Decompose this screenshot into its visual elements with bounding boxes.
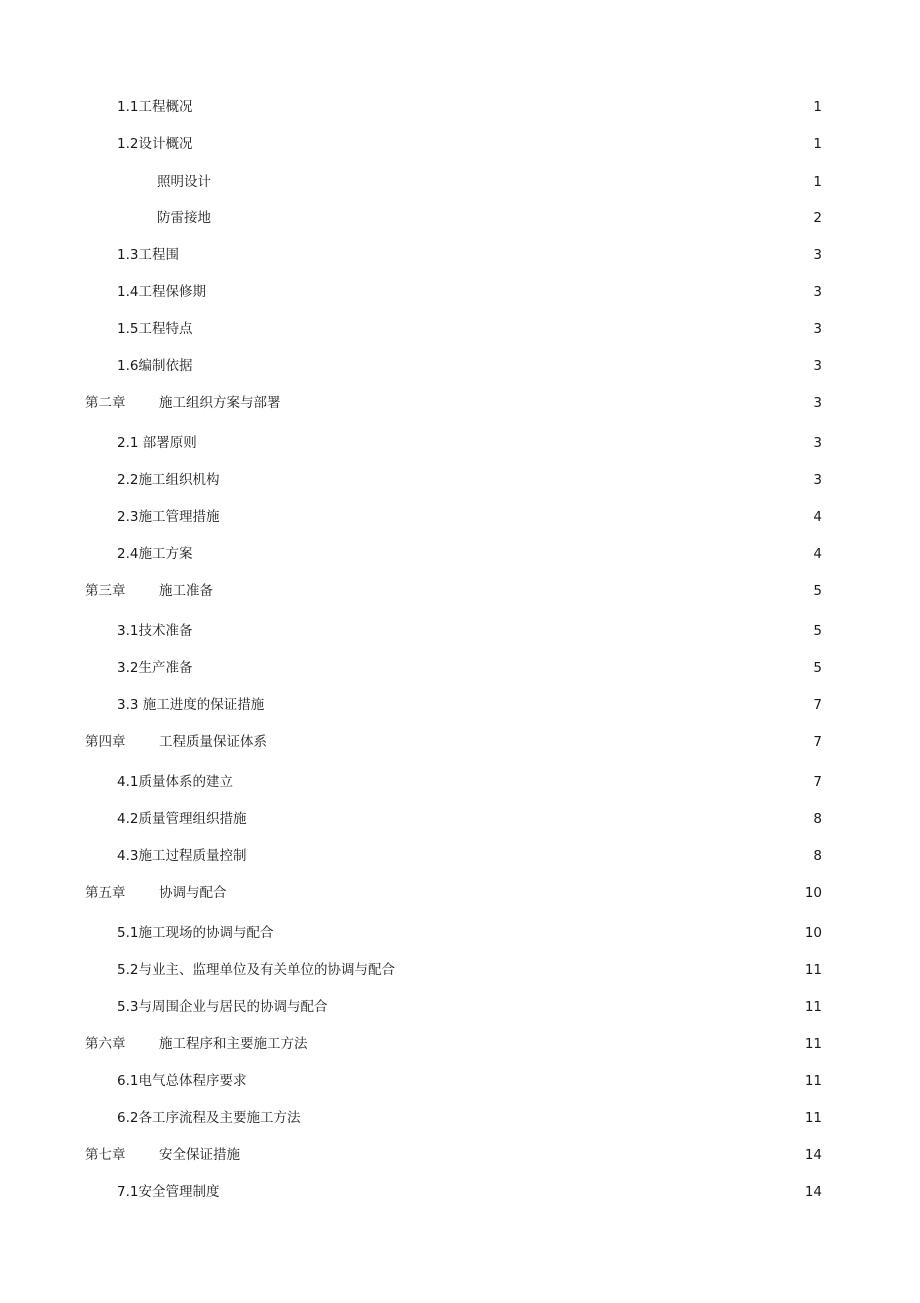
toc-chapter-entry[interactable] (85, 883, 822, 903)
chapter-number: 第五章 (85, 885, 126, 901)
toc-entry-title: 2.3施工管理措施 (117, 509, 220, 525)
dot-leader (196, 319, 810, 339)
toc-entry-page: 3 (813, 247, 822, 263)
toc-entry-page: 3 (813, 321, 822, 337)
toc-entry-title: 施工组织方案与部署 (159, 395, 281, 411)
toc-entry-page: 11 (804, 999, 822, 1015)
toc-entry-page: 1 (813, 174, 822, 190)
dot-leader (217, 581, 810, 601)
dot-leader (231, 883, 802, 903)
dot-leader (196, 97, 810, 117)
toc-entry[interactable] (117, 1182, 822, 1202)
toc-entry-title: 2.2施工组织机构 (117, 472, 220, 488)
toc-entry[interactable] (117, 356, 822, 376)
dot-leader (196, 544, 810, 564)
toc-entry-title: 7.1安全管理制度 (117, 1184, 220, 1200)
dot-leader (196, 658, 810, 678)
toc-entry-title: 1.3工程围 (117, 247, 179, 263)
dot-leader (268, 695, 810, 715)
dot-leader (215, 208, 810, 228)
dot-leader (285, 393, 811, 413)
toc-entry-page: 14 (804, 1184, 822, 1200)
chapter-number: 第四章 (85, 734, 126, 750)
toc-entry[interactable] (117, 134, 822, 154)
toc-entry-page: 3 (813, 284, 822, 300)
toc-entry-title: 3.2生产准备 (117, 660, 193, 676)
toc-entry[interactable] (117, 433, 822, 453)
toc-entry-page: 14 (804, 1147, 822, 1163)
toc-entry-title: 施工程序和主要施工方法 (159, 1036, 308, 1052)
toc-chapter-entry[interactable] (85, 732, 822, 752)
toc-entry-page: 3 (813, 358, 822, 374)
toc-entry[interactable] (117, 960, 822, 980)
toc-entry-title: 防雷接地 (157, 210, 211, 226)
toc-chapter-entry[interactable] (85, 393, 822, 413)
toc-entry[interactable] (117, 470, 822, 490)
dot-leader (312, 1034, 802, 1054)
toc-entry-title: 工程质量保证体系 (159, 734, 267, 750)
dot-leader (223, 507, 810, 527)
toc-entry[interactable] (117, 809, 822, 829)
toc-entry[interactable] (117, 658, 822, 678)
chapter-number: 第二章 (85, 395, 126, 411)
toc-entry-page: 5 (813, 623, 822, 639)
dot-leader (250, 1071, 801, 1091)
toc-entry[interactable] (117, 846, 822, 866)
dot-leader (244, 1145, 802, 1165)
toc-entry-title: 2.4施工方案 (117, 546, 193, 562)
dot-leader (210, 282, 810, 302)
toc-entry-page: 4 (813, 546, 822, 562)
toc-entry-page: 7 (813, 774, 822, 790)
toc-entry[interactable] (117, 923, 822, 943)
toc-entry-page: 1 (813, 136, 822, 152)
toc-entry-title: 1.1工程概况 (117, 99, 193, 115)
dot-leader (223, 470, 810, 490)
toc-entry-title: 3.3 施工进度的保证措施 (117, 697, 265, 713)
dot-leader (399, 960, 802, 980)
dot-leader (201, 433, 811, 453)
toc-entry-page: 3 (813, 472, 822, 488)
toc-entry[interactable] (117, 319, 822, 339)
toc-entry[interactable] (117, 282, 822, 302)
chapter-number: 第三章 (85, 583, 126, 599)
toc-entry-page: 11 (804, 1110, 822, 1126)
chapter-number: 第七章 (85, 1147, 126, 1163)
toc-chapter-entry[interactable] (85, 1034, 822, 1054)
toc-entry[interactable] (117, 1071, 822, 1091)
toc-entry-title: 4.2质量管理组织措施 (117, 811, 247, 827)
toc-entry-page: 8 (813, 811, 822, 827)
dot-leader (237, 772, 810, 792)
toc-entry-page: 10 (804, 885, 822, 901)
dot-leader (196, 356, 810, 376)
toc-entry-title: 施工准备 (159, 583, 213, 599)
toc-entry-page: 11 (804, 1073, 822, 1089)
toc-entry-page: 7 (813, 697, 822, 713)
toc-entry[interactable] (117, 507, 822, 527)
dot-leader (277, 923, 801, 943)
toc-entry-title: 1.4工程保修期 (117, 284, 206, 300)
dot-leader (183, 245, 810, 265)
toc-entry-title: 5.1施工现场的协调与配合 (117, 925, 274, 941)
toc-entry[interactable] (157, 172, 822, 192)
toc-entry-page: 5 (813, 583, 822, 599)
dot-leader (196, 134, 810, 154)
toc-entry[interactable] (117, 695, 822, 715)
toc-entry-title: 协调与配合 (159, 885, 227, 901)
toc-entry[interactable] (117, 245, 822, 265)
toc-entry-title: 5.2与业主、监理单位及有关单位的协调与配合 (117, 962, 395, 978)
toc-entry-title: 4.1质量体系的建立 (117, 774, 233, 790)
toc-entry-page: 5 (813, 660, 822, 676)
toc-chapter-entry[interactable] (85, 581, 822, 601)
toc-entry[interactable] (117, 1108, 822, 1128)
toc-entry-title: 6.2各工序流程及主要施工方法 (117, 1110, 301, 1126)
toc-entry-page: 8 (813, 848, 822, 864)
toc-entry-page: 2 (813, 210, 822, 226)
chapter-number: 第六章 (85, 1036, 126, 1052)
toc-entry-title: 1.2设计概况 (117, 136, 193, 152)
toc-chapter-entry[interactable] (85, 1145, 822, 1165)
toc-entry-title: 安全保证措施 (159, 1147, 240, 1163)
dot-leader (271, 732, 810, 752)
toc-entry-page: 7 (813, 734, 822, 750)
toc-entry[interactable] (117, 97, 822, 117)
dot-leader (215, 172, 810, 192)
toc-entry-page: 3 (813, 435, 822, 451)
toc-entry-page: 11 (804, 962, 822, 978)
toc-entry-page: 1 (813, 99, 822, 115)
toc-entry-title: 1.6编制依据 (117, 358, 193, 374)
toc-entry-title: 6.1电气总体程序要求 (117, 1073, 247, 1089)
dot-leader (196, 621, 810, 641)
dot-leader (331, 997, 801, 1017)
dot-leader (223, 1182, 801, 1202)
dot-leader (250, 809, 810, 829)
toc-entry[interactable] (157, 208, 822, 228)
toc-entry-title: 5.3与周围企业与居民的协调与配合 (117, 999, 328, 1015)
toc-entry[interactable] (117, 544, 822, 564)
toc-entry-page: 3 (813, 395, 822, 411)
toc-entry-title: 照明设计 (157, 174, 211, 190)
toc-entry-page: 10 (804, 925, 822, 941)
dot-leader (250, 846, 810, 866)
toc-entry[interactable] (117, 997, 822, 1017)
dot-leader (304, 1108, 801, 1128)
toc-entry-page: 11 (804, 1036, 822, 1052)
toc-entry-title: 3.1技术准备 (117, 623, 193, 639)
toc-entry-title: 4.3施工过程质量控制 (117, 848, 247, 864)
toc-entry-title: 2.1 部署原则 (117, 435, 197, 451)
toc-entry-title: 1.5工程特点 (117, 321, 193, 337)
toc-entry[interactable] (117, 772, 822, 792)
toc-entry[interactable] (117, 621, 822, 641)
toc-entry-page: 4 (813, 509, 822, 525)
